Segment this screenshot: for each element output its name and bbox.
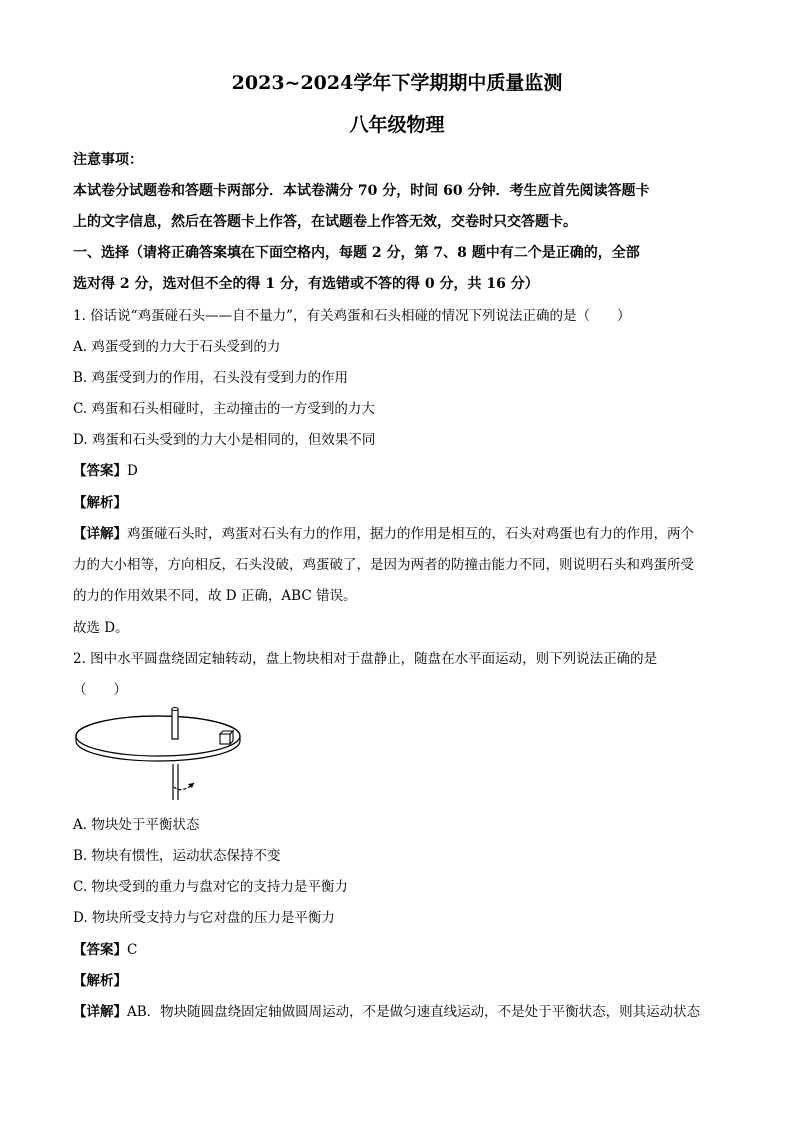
disk-rim (76, 736, 240, 761)
answer-value: C (127, 942, 138, 958)
axle-upper (172, 709, 178, 739)
question-2-option-d: D. 物块所受支持力与它对盘的压力是平衡力 (73, 910, 335, 926)
block-on-disk (220, 731, 233, 744)
question-1-answer (73, 461, 723, 481)
question-1-option-d: D. 鸡蛋和石头受到的力大小是相同的，但效果不同 (73, 432, 376, 448)
question-2-analysis-label: 【解析】 (73, 973, 127, 989)
detail-text: 鸡蛋碰石头时，鸡蛋对石头有力的作用，据力的作用是相互的，石头对鸡蛋也有力的作用，两个 (127, 526, 694, 542)
answer-label: 【答案】 (73, 942, 127, 958)
question-1-conclusion: 故选 D。 (73, 620, 129, 636)
axle-cap (172, 708, 178, 711)
exam-title: 2023~2024学年下学期期中质量监测 (231, 72, 563, 94)
detail-label: 【详解】 (73, 526, 127, 542)
question-1-detail-line-1 (73, 524, 723, 544)
question-2-answer (73, 940, 723, 960)
question-1-option-a: A. 鸡蛋受到的力大于石头受到的力 (73, 339, 281, 355)
notice-heading: 注意事项： (73, 152, 143, 168)
answer-label: 【答案】 (73, 463, 127, 479)
section-heading-line-1: 一、选择（请将正确答案填在下面空格内，每题 2 分，第 7、8 题中有二个是正确的，全部 (73, 245, 640, 261)
question-1-analysis-label: 【解析】 (73, 495, 127, 511)
rotating-disk-figure (74, 704, 244, 804)
question-2-option-a: A. 物块处于平衡状态 (73, 817, 200, 833)
notice-line-1: 本试卷分试题卷和答题卡两部分．本试卷满分 70 分，时间 60 分钟．考生应首先阅读答题卡 (73, 183, 650, 199)
exam-subtitle: 八年级物理 (349, 114, 445, 136)
detail-text: AB．物块随圆盘绕固定轴做圆周运动，不是做匀速直线运动，不是处于平衡状态，则其运动状态 (127, 1004, 701, 1020)
question-2-stem-line-2: （ ） (73, 682, 127, 698)
question-2-stem-line-1: 2. 图中水平圆盘绕固定轴转动，盘上物块相对于盘静止，随盘在水平面运动，则下列说法正确的是 (73, 651, 658, 667)
question-2-option-c: C. 物块受到的重力与盘对它的支持力是平衡力 (73, 879, 348, 895)
question-2-detail-line-1 (73, 1002, 723, 1022)
question-1-detail-line-3: 的力的作用效果不同，故 D 正确，ABC 错误。 (73, 588, 357, 604)
section-heading-line-2: 选对得 2 分，选对但不全的得 1 分，有选错或不答的得 0 分，共 16 分） (73, 276, 539, 292)
question-1-option-c: C. 鸡蛋和石头相碰时，主动撞击的一方受到的力大 (73, 401, 375, 417)
notice-line-2: 上的文字信息，然后在答题卡上作答，在试题卷上作答无效，交卷时只交答题卡。 (73, 214, 577, 230)
question-1-detail-line-2: 力的大小相等，方向相反，石头没破，鸡蛋破了，是因为两者的防撞击能力不同，则说明石头和鸡蛋所受 (73, 557, 694, 573)
question-1-stem: 1. 俗话说“鸡蛋碰石头——自不量力”，有关鸡蛋和石头相碰的情况下列说法正确的是（ ） (73, 308, 631, 324)
answer-value: D (127, 463, 138, 479)
detail-label: 【详解】 (73, 1004, 127, 1020)
question-1-option-b: B. 鸡蛋受到力的作用，石头没有受到力的作用 (73, 370, 349, 386)
question-2-option-b: B. 物块有惯性，运动状态保持不变 (73, 848, 281, 864)
